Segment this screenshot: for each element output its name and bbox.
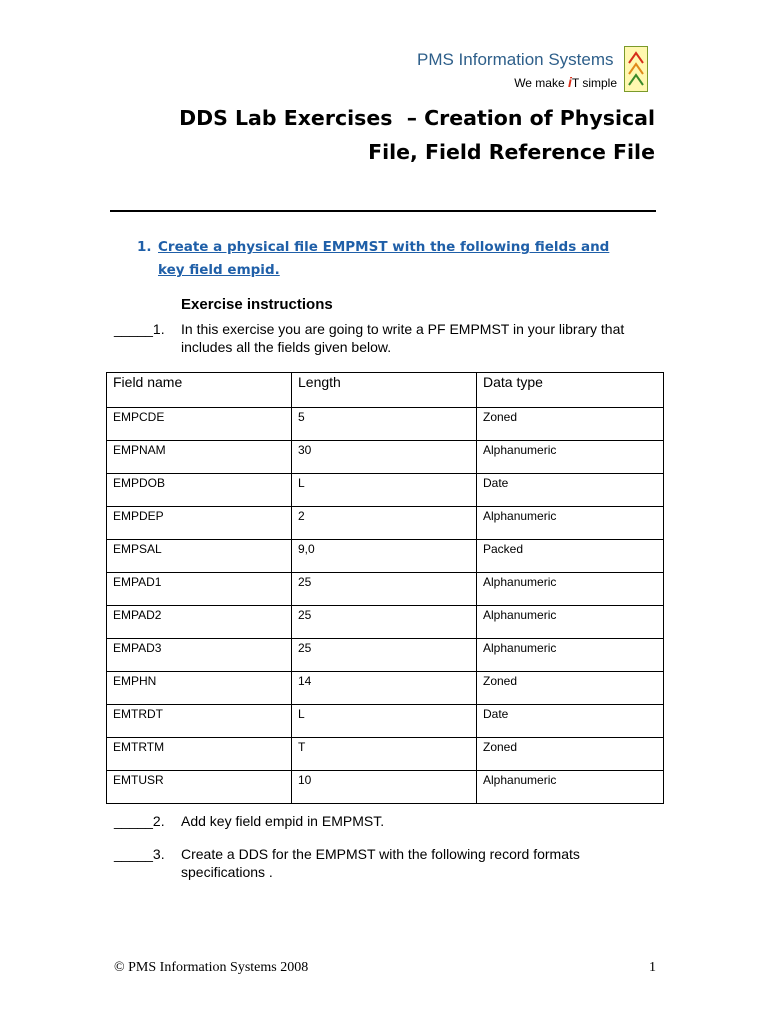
company-logo xyxy=(417,46,661,94)
cell-field-name: EMPSAL xyxy=(107,540,292,573)
table-row xyxy=(107,639,664,672)
cell-data-type: Alphanumeric xyxy=(477,771,664,804)
step-2-text: Add key field empid in EMPMST. xyxy=(181,813,385,829)
cell-field-name: EMPDOB xyxy=(107,474,292,507)
cell-field-name: EMTRTM xyxy=(107,738,292,771)
cell-data-type: Alphanumeric xyxy=(477,639,664,672)
cell-field-name: EMPHN xyxy=(107,672,292,705)
cell-data-type: Alphanumeric xyxy=(477,573,664,606)
cell-length: 25 xyxy=(292,606,477,639)
cell-length: 2 xyxy=(292,507,477,540)
exercise-heading xyxy=(137,236,637,282)
cell-length: 14 xyxy=(292,672,477,705)
cell-length: T xyxy=(292,738,477,771)
cell-field-name: EMPNAM xyxy=(107,441,292,474)
logo-tagline-post: T simple xyxy=(571,76,617,90)
cell-data-type: Packed xyxy=(477,540,664,573)
cell-field-name: EMTUSR xyxy=(107,771,292,804)
cell-data-type: Zoned xyxy=(477,408,664,441)
table-row xyxy=(107,507,664,540)
logo-tagline xyxy=(514,74,617,90)
header-length: Length xyxy=(292,373,477,408)
table-row xyxy=(107,474,664,507)
cell-data-type: Alphanumeric xyxy=(477,606,664,639)
cell-field-name: EMTRDT xyxy=(107,705,292,738)
step-3-number: _____3. xyxy=(114,846,165,862)
exercise-heading-text: Create a physical file EMPMST with the following fields and key field empid. xyxy=(158,239,610,278)
cell-length: L xyxy=(292,474,477,507)
page-title xyxy=(95,101,655,169)
step-2-number: _____2. xyxy=(114,813,165,829)
logo-tagline-i: i xyxy=(567,74,572,90)
cell-length: 10 xyxy=(292,771,477,804)
table-row xyxy=(107,771,664,804)
cell-length: 5 xyxy=(292,408,477,441)
logo-company-name: PMS Information Systems xyxy=(417,50,614,69)
page-title-line1: DDS Lab Exercises – Creation of Physical xyxy=(179,106,655,130)
cell-data-type: Alphanumeric xyxy=(477,441,664,474)
cell-field-name: EMPAD1 xyxy=(107,573,292,606)
cell-length: 25 xyxy=(292,639,477,672)
table-row xyxy=(107,441,664,474)
header-data-type: Data type xyxy=(477,373,664,408)
logo-tagline-pre: We make xyxy=(514,76,568,90)
table-row xyxy=(107,705,664,738)
header-field-name: Field name xyxy=(107,373,292,408)
table-row xyxy=(107,540,664,573)
table-row xyxy=(107,738,664,771)
fields-table xyxy=(106,372,664,804)
section-title: Exercise instructions xyxy=(181,296,333,313)
cell-length: L xyxy=(292,705,477,738)
cell-data-type: Date xyxy=(477,705,664,738)
cell-length: 25 xyxy=(292,573,477,606)
step-3-text: Create a DDS for the EMPMST with the following record formats specifications . xyxy=(181,846,580,880)
cell-field-name: EMPDEP xyxy=(107,507,292,540)
cell-field-name: EMPAD2 xyxy=(107,606,292,639)
cell-data-type: Zoned xyxy=(477,672,664,705)
cell-data-type: Date xyxy=(477,474,664,507)
step-1-text: In this exercise you are going to write a PF EMPMST in your library that includes all the fields given below. xyxy=(181,321,625,355)
cell-field-name: EMPAD3 xyxy=(107,639,292,672)
cell-data-type: Alphanumeric xyxy=(477,507,664,540)
table-row xyxy=(107,573,664,606)
cell-length: 9,0 xyxy=(292,540,477,573)
table-row xyxy=(107,672,664,705)
cell-length: 30 xyxy=(292,441,477,474)
footer-page-number: 1 xyxy=(649,960,656,975)
footer-copyright: © PMS Information Systems 2008 xyxy=(114,960,309,975)
exercise-heading-number: 1. xyxy=(137,239,152,255)
table-row xyxy=(107,606,664,639)
table-header-row xyxy=(107,373,664,408)
title-divider xyxy=(110,210,656,212)
logo-mark-icon xyxy=(624,46,648,92)
table-row xyxy=(107,408,664,441)
page-title-line2: File, Field Reference File xyxy=(368,140,655,164)
cell-data-type: Zoned xyxy=(477,738,664,771)
cell-field-name: EMPCDE xyxy=(107,408,292,441)
step-1-number: _____1. xyxy=(114,321,165,337)
